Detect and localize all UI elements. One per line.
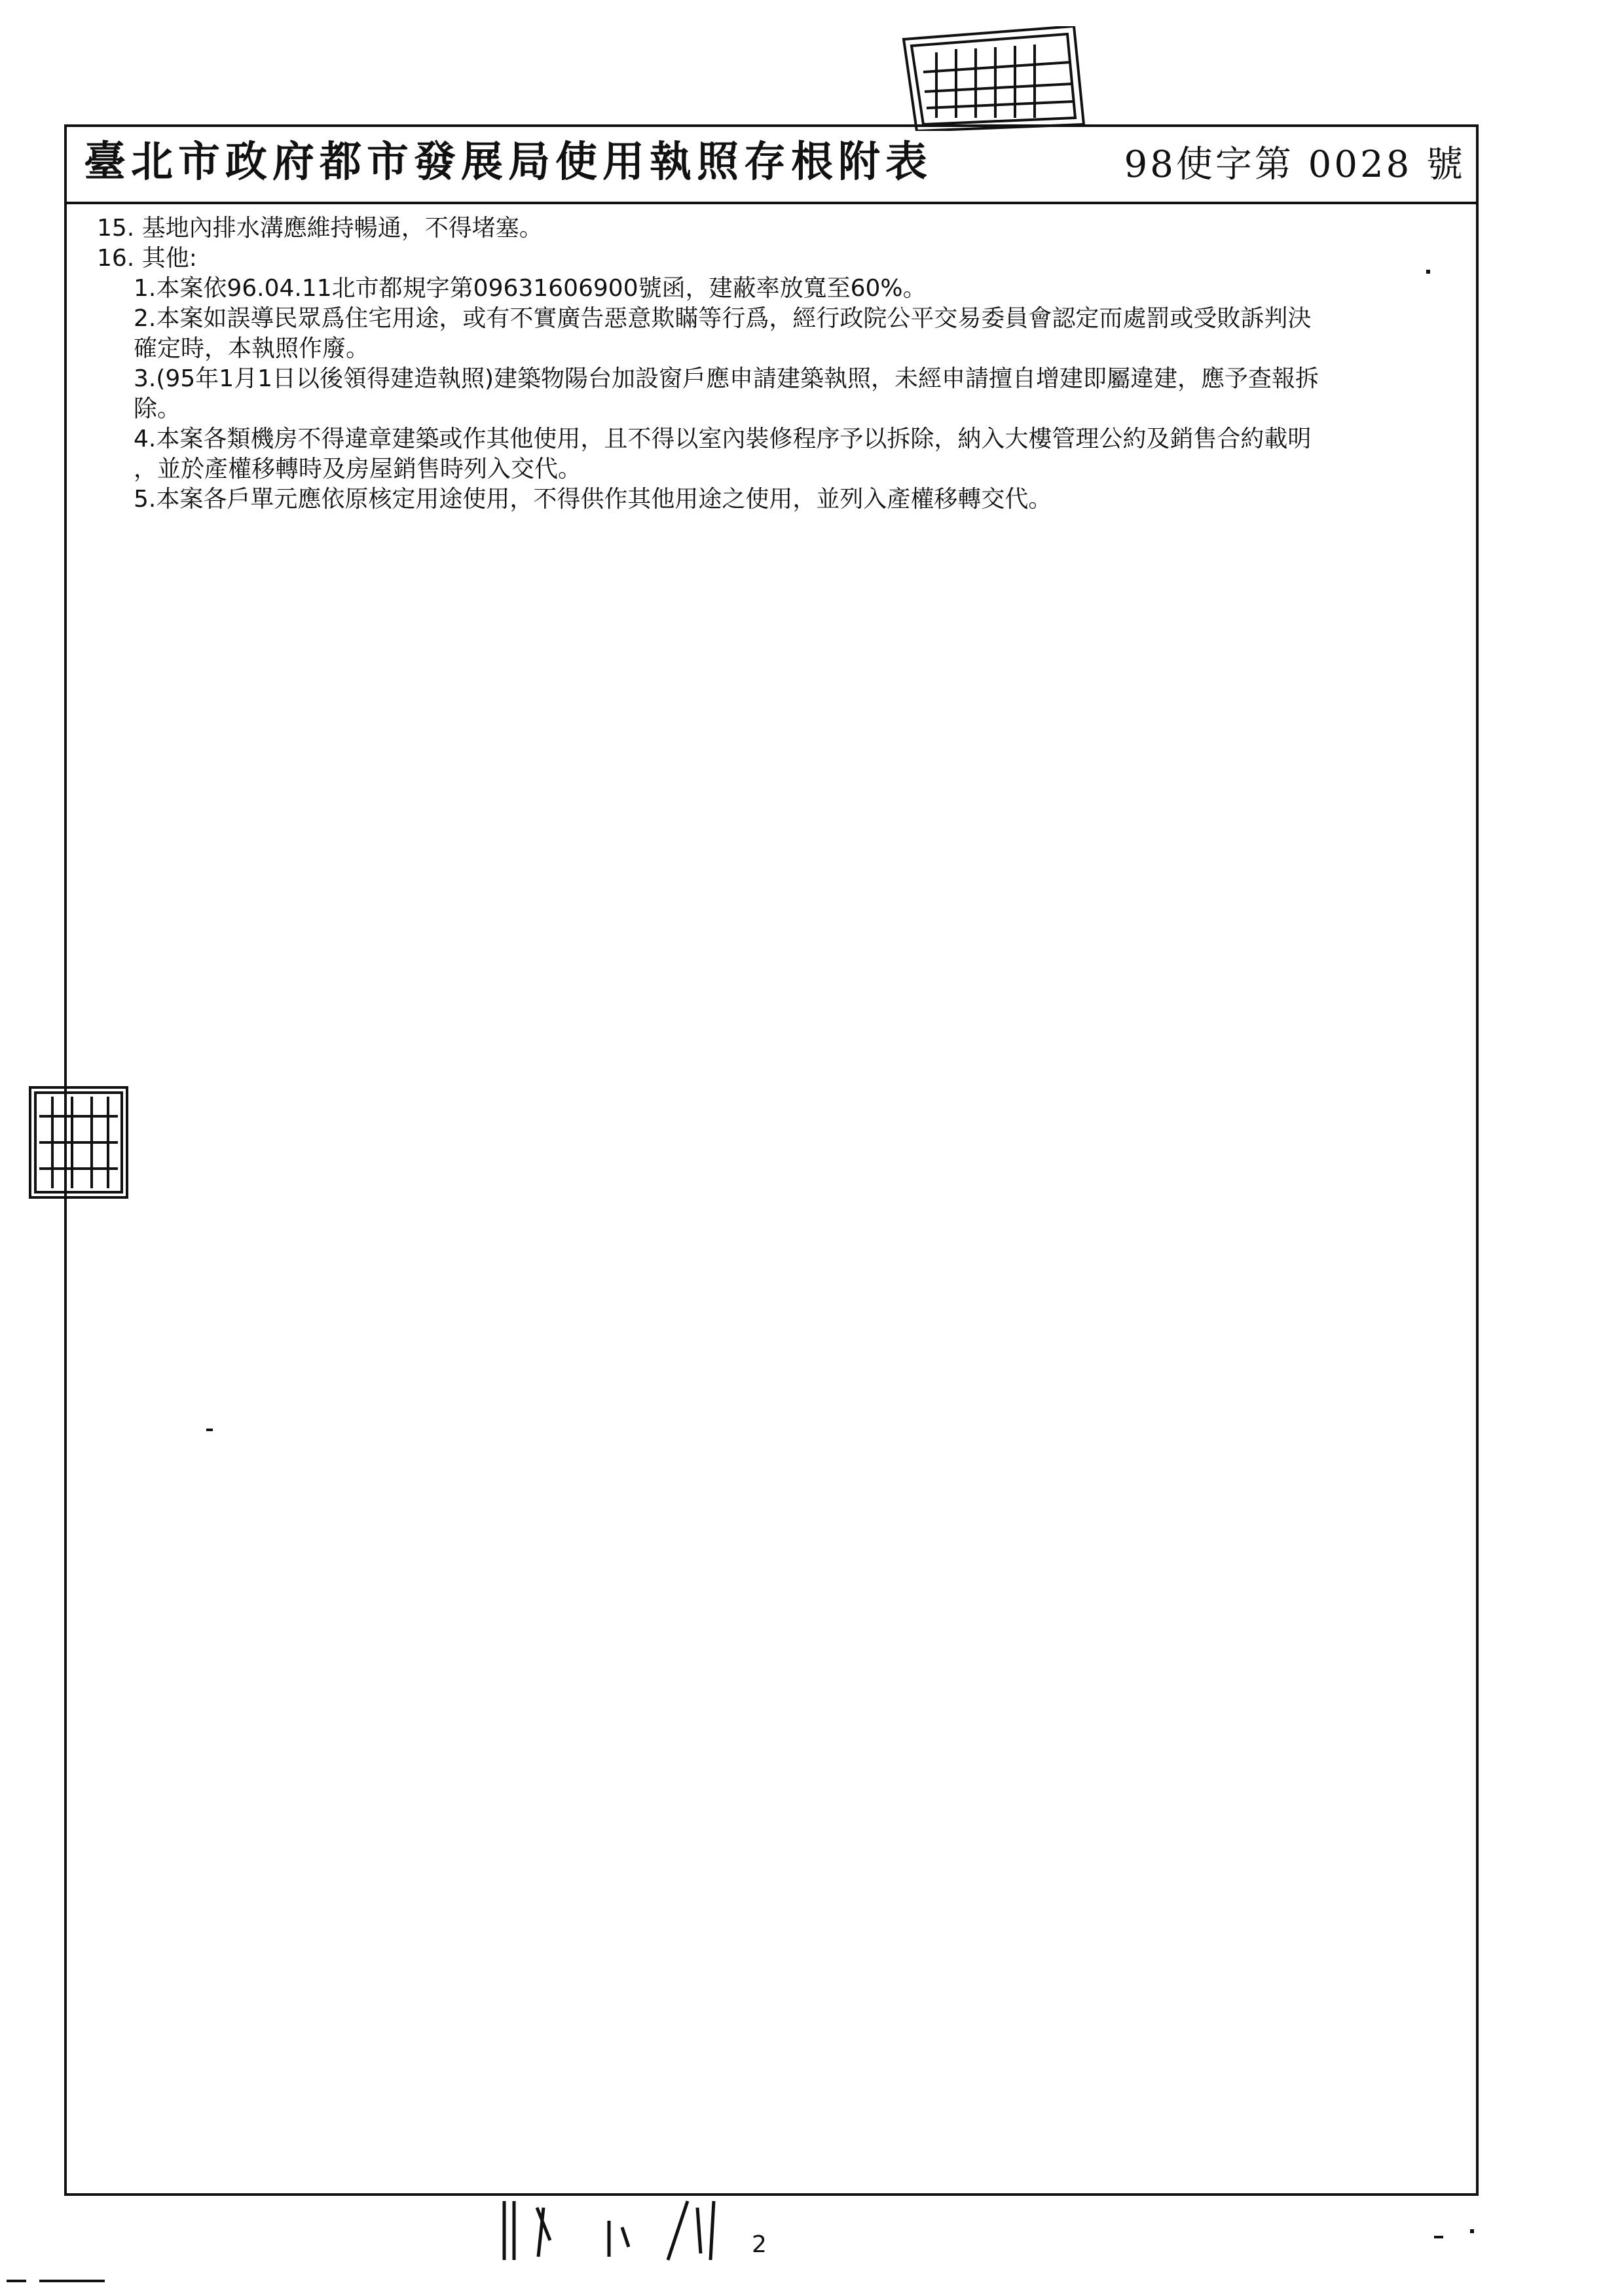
item-number: 15. bbox=[97, 215, 135, 242]
scan-speck bbox=[39, 2280, 105, 2282]
scan-speck bbox=[1470, 2229, 1474, 2233]
sub-item-line: 5.本案各戶單元應依原核定用途使用，不得供作其他用途之使用，並列入產權移轉交代。 bbox=[134, 486, 1052, 513]
sub-item-line: ，並於產權移轉時及房屋銷售時列入交代。 bbox=[134, 456, 582, 483]
scan-speck bbox=[7, 2280, 26, 2282]
page-title: 臺北市政府都市發展局使用執照存根附表 bbox=[84, 137, 932, 187]
sub-item-line: 1.本案依96.04.11北市都規字第09631606900號函，建蔽率放寬至60%。 bbox=[134, 275, 927, 302]
sub-item-line: 3.(95年1月1日以後領得建造執照)建築物陽台加設窗戶應申請建築執照，未經申請擅自增建即屬違建，應予查報拆 bbox=[134, 365, 1319, 392]
conditions-list bbox=[97, 213, 1465, 515]
sub-item bbox=[134, 484, 1465, 515]
sub-item bbox=[134, 304, 1465, 364]
sub-item bbox=[134, 274, 1465, 304]
sub-item-line: 確定時，本執照作廢。 bbox=[134, 335, 370, 362]
scan-speck bbox=[1426, 270, 1430, 274]
item-number: 16. bbox=[97, 245, 135, 272]
sub-item-line: 除。 bbox=[134, 395, 181, 422]
seal-left bbox=[26, 1084, 131, 1201]
sub-item bbox=[134, 364, 1465, 424]
item-text: 基地內排水溝應維持暢通，不得堵塞。 bbox=[141, 215, 543, 242]
list-item bbox=[97, 244, 1465, 274]
sub-item-line: 4.本案各類機房不得違章建築或作其他使用，且不得以室內裝修程序予以拆除，納入大樓管理公約及銷售合約載明 bbox=[134, 426, 1312, 452]
scan-speck bbox=[1434, 2236, 1443, 2238]
seal-bottom bbox=[491, 2195, 740, 2267]
page-number: 2 bbox=[752, 2231, 767, 2258]
seal-top bbox=[897, 26, 1087, 131]
scan-speck bbox=[206, 1429, 213, 1431]
item-text: 其他: bbox=[141, 245, 197, 272]
list-item bbox=[97, 213, 1465, 244]
sub-item-line: 2.本案如誤導民眾爲住宅用途，或有不實廣告惡意欺瞞等行爲，經行政院公平交易委員會認定而處罰或受敗訴判決 bbox=[134, 305, 1312, 332]
permit-number: 98使字第 0028 號 bbox=[1124, 143, 1465, 186]
header bbox=[64, 124, 1479, 204]
sub-item bbox=[134, 424, 1465, 484]
